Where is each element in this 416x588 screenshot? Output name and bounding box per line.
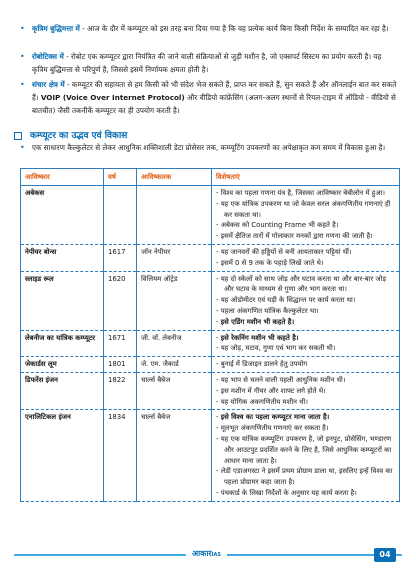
bullet-bold-text: VOIP (Voice Over Internet Protocol) bbox=[40, 93, 185, 103]
cell-inventor bbox=[137, 186, 212, 245]
checkbox-square-icon bbox=[14, 132, 22, 140]
cell-invention: नेपीयर बोन्स bbox=[21, 244, 104, 271]
feature-item-bold: - इसे विश्व का पहला कम्प्यूटर माना जाता है। bbox=[216, 413, 330, 422]
feature-item: - यह योगिक अकगणितीय मशीन थी। bbox=[216, 397, 308, 406]
header-year: वर्ष bbox=[104, 169, 137, 186]
feature-item: - यह जानवरों की हड्डियों से बनी आयताकार पट्टियां थीं। bbox=[216, 247, 352, 256]
cell-invention: जेकार्डस लूम bbox=[21, 357, 104, 373]
feature-item: - यह एक यांत्रिक कम्प्यूटिंग उपकरण है, जो इनपुट, प्रोसेसिंग, भण्डारण और आउटपुट प्रदर्शित करने के लिए है, जिसे आधुनिक कम्प्यूटरों का आधार माना जाता है। bbox=[216, 434, 392, 465]
header-inventor: आविष्कारक bbox=[137, 169, 212, 186]
brand-logo: आकारIAS bbox=[186, 548, 227, 559]
cell-inventor: चार्ल्स बैबेज bbox=[137, 372, 212, 409]
cell-features bbox=[212, 357, 400, 373]
page-number: 04 bbox=[374, 548, 396, 562]
cell-inventor: चार्ल्स बैबेज bbox=[137, 410, 212, 501]
cell-year: 1822 bbox=[104, 372, 137, 409]
table-row bbox=[21, 410, 400, 501]
cell-invention: अबेकस bbox=[21, 186, 104, 245]
cell-inventor: विलियम ऑट्रेड bbox=[137, 271, 212, 330]
bullet-heading: संचार क्षेत्र में bbox=[32, 80, 65, 89]
bullet-text: - कम्प्यूटर की सहायता से हम किसी को भी संदेश भेज सकते हैं, प्राप्त कर सकते हैं, सुन सकते हैं और ऑनलाईन बात कर सकते हैं। bbox=[32, 80, 397, 103]
table-row bbox=[21, 372, 400, 409]
feature-item: - लेडी एडाअगस्टा ने इसमें प्रथम प्रोग्राम डाला था, इसलिए इन्हें विश्व का पहला प्रोग्रामर कहा जाता है। bbox=[216, 467, 393, 487]
cell-inventor: जी. वाॅ. लेबनीज bbox=[137, 330, 212, 357]
bullet-tail-text: और वीडियो कांफ्रेंसिंग (अलग-अलग स्थानों से रियल-टाइम में ऑडियो - वीडियो से बातचीत) जैसी तकनीकें कम्प्यूटर का ही उपयोग करती है। bbox=[32, 93, 396, 116]
cell-year: 1834 bbox=[104, 410, 137, 501]
cell-inventor: जे. एम. जैकार्ड bbox=[137, 357, 212, 373]
table-row bbox=[21, 330, 400, 357]
feature-item-bold: - इसे एडिंग मशीन भी कहते है। bbox=[216, 317, 295, 326]
cell-year bbox=[104, 186, 137, 245]
table-row bbox=[21, 271, 400, 330]
bullet-text: - आज के दौर में कम्प्यूटर को इस तरह बना दिया गया है कि वह प्रत्येक कार्य बिना किसी निर्देश के सम्पादित कर रहा है। bbox=[79, 24, 389, 33]
bullet-icon: • bbox=[20, 80, 25, 89]
bullet-ai bbox=[20, 22, 398, 35]
cell-features bbox=[212, 372, 400, 409]
feature-item: - विश्व का पहला गणना यंत्र है, जिसका आविष्कार बेबीलोन में हुआ। bbox=[216, 189, 386, 197]
bullet-text: - रोबोट एक कम्प्यूटर द्वारा नियंत्रित की जाने वाली संक्रियाओं से जुड़ी मशीन है, जो एक्सपर्ट सिस्टम का प्रयोग करती है। यह कृत्रिम बुद्धिमत्ता से परिपूर्ण है, जिससे इसमें निर्णायक क्षमता होती है। bbox=[32, 52, 382, 75]
feature-item-bold: - इसे रेकनिंग मशीन भी कहते है। bbox=[216, 333, 299, 342]
cell-invention: डिफरेंस इंजन bbox=[21, 372, 104, 409]
section-intro bbox=[20, 141, 398, 154]
feature-item: - इसमें क्षैतिज तारों में गोलाकार मनकों द्वारा गणना की जाती है। bbox=[216, 232, 373, 241]
feature-item: - यह दो स्केलों को साथ जोड़ और घटाव करता था और बार-बार जोड़ और घटाव के माध्यम से गुणा और भाग करता था। bbox=[216, 274, 387, 294]
feature-item: - यह जोड़, घटाव, गुणा एवं भाग कर सकती थी। bbox=[216, 344, 336, 353]
feature-item: - पहला अंकगणित यांत्रिक कैल्कुलेटर था। bbox=[216, 306, 319, 315]
cell-year: 1617 bbox=[104, 244, 137, 271]
bullet-robotics bbox=[20, 50, 398, 76]
cell-invention: स्लाइड रूल bbox=[21, 271, 104, 330]
section-title-text: कम्प्यूटर का उद्भव एवं विकास bbox=[30, 131, 128, 141]
feature-item: - मूलभूत अंकगणितीय गणनाएं कर सकता है। bbox=[216, 424, 329, 433]
bullet-icon: • bbox=[20, 143, 25, 152]
feature-item: - अबेकस को Counting Frame भी कहते है। bbox=[216, 221, 339, 230]
cell-features bbox=[212, 244, 400, 271]
feature-item: - इसमें 0 से 9 तक के पहाड़े लिखें जाते थे। bbox=[216, 258, 324, 267]
section-intro-text: एक साधारण कैल्कुलेटर से लेकर आधुनिक शक्तिशाली डेटा प्रोसेसर तक, कम्प्यूटिंग उपकरणों का अपेक्षाकृत कम समय में विकास हुआ है। bbox=[32, 143, 386, 152]
header-invention: आविष्कार bbox=[21, 169, 104, 186]
bullet-icon: • bbox=[20, 24, 25, 33]
bullet-communication bbox=[20, 78, 398, 118]
bullet-heading: कृत्रिम बुद्धिमत्ता में bbox=[32, 24, 80, 33]
inventions-table bbox=[20, 168, 400, 502]
bullet-icon: • bbox=[20, 52, 25, 61]
table-row bbox=[21, 186, 400, 245]
cell-features bbox=[212, 271, 400, 330]
table-row bbox=[21, 244, 400, 271]
cell-year: 1801 bbox=[104, 357, 137, 373]
cell-year: 1620 bbox=[104, 271, 137, 330]
bullet-heading: रोबोटिक्स में bbox=[32, 52, 64, 61]
feature-item: - पंचकार्ड के लिखा निर्देशों के अनुसार यह कार्य करता है। bbox=[216, 488, 357, 497]
feature-item: - यह ओडोमीटर एवं घड़ी के सिद्धान्त पर कार्य करता था। bbox=[216, 296, 356, 305]
cell-inventor: जॉन नेपीयर bbox=[137, 244, 212, 271]
table-header-row bbox=[21, 169, 400, 186]
feature-item: - यह भाप से चलने वाली पहली आधुनिक मशीन थी। bbox=[216, 375, 346, 384]
feature-item: - बुनाई में डिजाइन डालने हेतु उपयोग bbox=[216, 360, 308, 369]
cell-features bbox=[212, 186, 400, 245]
feature-item: - यह एक यांत्रिक उपकरण था जो केवल सरल अंकगणितीय गणनाएं ही कर सकता था। bbox=[216, 199, 391, 219]
cell-year: 1671 bbox=[104, 330, 137, 357]
cell-invention: एनालिटिकल इंजन bbox=[21, 410, 104, 501]
cell-invention: लेबनीज का यांत्रिक कम्प्यूटर bbox=[21, 330, 104, 357]
table-row bbox=[21, 357, 400, 373]
feature-item: - इस मशीन में गीयर और शाफ्ट लगे होते थे। bbox=[216, 386, 326, 395]
header-features: विशेषताएं bbox=[212, 169, 400, 186]
cell-features bbox=[212, 330, 400, 357]
section-title bbox=[14, 128, 127, 141]
cell-features bbox=[212, 410, 400, 501]
